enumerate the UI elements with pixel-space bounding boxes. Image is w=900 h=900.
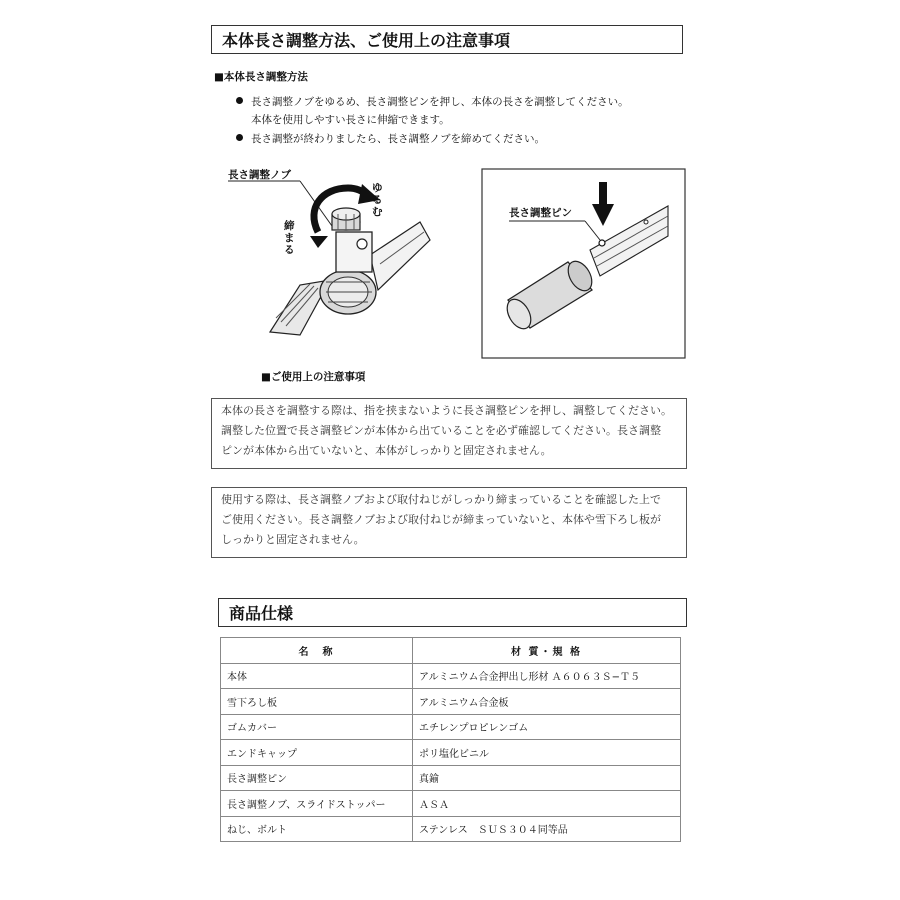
bullet-2-line-1: 長さ調整が終わりましたら、長さ調整ノブを締めてください。: [251, 133, 545, 145]
row-spec: ステンレス ＳＵＳ３０４同等品: [413, 816, 681, 842]
row-name: 本体: [221, 663, 413, 689]
row-name: ねじ、ボルト: [221, 816, 413, 842]
row-spec: ＡＳＡ: [413, 791, 681, 817]
row-name: 長さ調整ノブ、スライドストッパー: [221, 791, 413, 817]
section-title-spec: [218, 598, 687, 627]
subheading-caution: ■ご使用上の注意事項: [261, 371, 366, 383]
bullet-1-line-2: 本体を使用しやすい長さに伸縮できます。: [251, 114, 450, 126]
row-spec: 真鍮: [413, 765, 681, 791]
subheading-adjustment-method: ■本体長さ調整方法: [214, 71, 308, 83]
label-length-pin: 長さ調整ピン: [509, 207, 572, 219]
table-row: [221, 714, 681, 740]
table-row: [221, 663, 681, 689]
row-spec: アルミニウム合金板: [413, 689, 681, 715]
header-spec: 材 質・規 格: [413, 638, 681, 664]
note-2-line-1: 使用する際は、長さ調整ノブおよび取付ねじがしっかり締まっていることを確認した上で: [221, 493, 661, 506]
row-name: ゴムカバー: [221, 714, 413, 740]
label-length-knob: 長さ調整ノブ: [228, 169, 291, 181]
caution-note-2: [211, 487, 687, 558]
table-row: [221, 765, 681, 791]
section-title-adjustment-text: 本体長さ調整方法、ご使用上の注意事項: [222, 31, 511, 50]
label-loosen: ゆるむ: [372, 182, 383, 218]
header-name: 名 称: [221, 638, 413, 664]
section-title-spec-text: 商品仕様: [229, 604, 294, 623]
bullet-1-line-1: 長さ調整ノブをゆるめ、長さ調整ピンを押し、本体の長さを調整してください。: [251, 96, 629, 108]
note-1-line-1: 本体の長さを調整する際は、指を挟まないように長さ調整ピンを押し、調整してください。: [221, 404, 672, 417]
note-2-line-2: ご使用ください。長さ調整ノブおよび取付ねじが締まっていないと、本体や雪下ろし板が: [221, 513, 661, 526]
table-row: [221, 689, 681, 715]
table-row: [221, 740, 681, 766]
table-row: [221, 816, 681, 842]
label-tighten: 締まる: [284, 220, 295, 256]
row-spec: エチレンプロピレンゴム: [413, 714, 681, 740]
row-name: 雪下ろし板: [221, 689, 413, 715]
row-spec: ポリ塩化ビニル: [413, 740, 681, 766]
row-name: 長さ調整ピン: [221, 765, 413, 791]
note-1-line-3: ピンが本体から出ていないと、本体がしっかりと固定されません。: [221, 444, 552, 457]
note-1-line-2: 調整した位置で長さ調整ピンが本体から出ていることを必ず確認してください。長さ調整: [221, 424, 661, 437]
caution-note-1: [211, 398, 687, 469]
note-2-line-3: しっかりと固定されません。: [221, 533, 365, 546]
table-row: [221, 791, 681, 817]
spec-table: [220, 637, 681, 842]
table-header-row: [221, 638, 681, 664]
row-spec: アルミニウム合金押出し形材 Ａ６０６３Ｓ−Ｔ５: [413, 663, 681, 689]
row-name: エンドキャップ: [221, 740, 413, 766]
